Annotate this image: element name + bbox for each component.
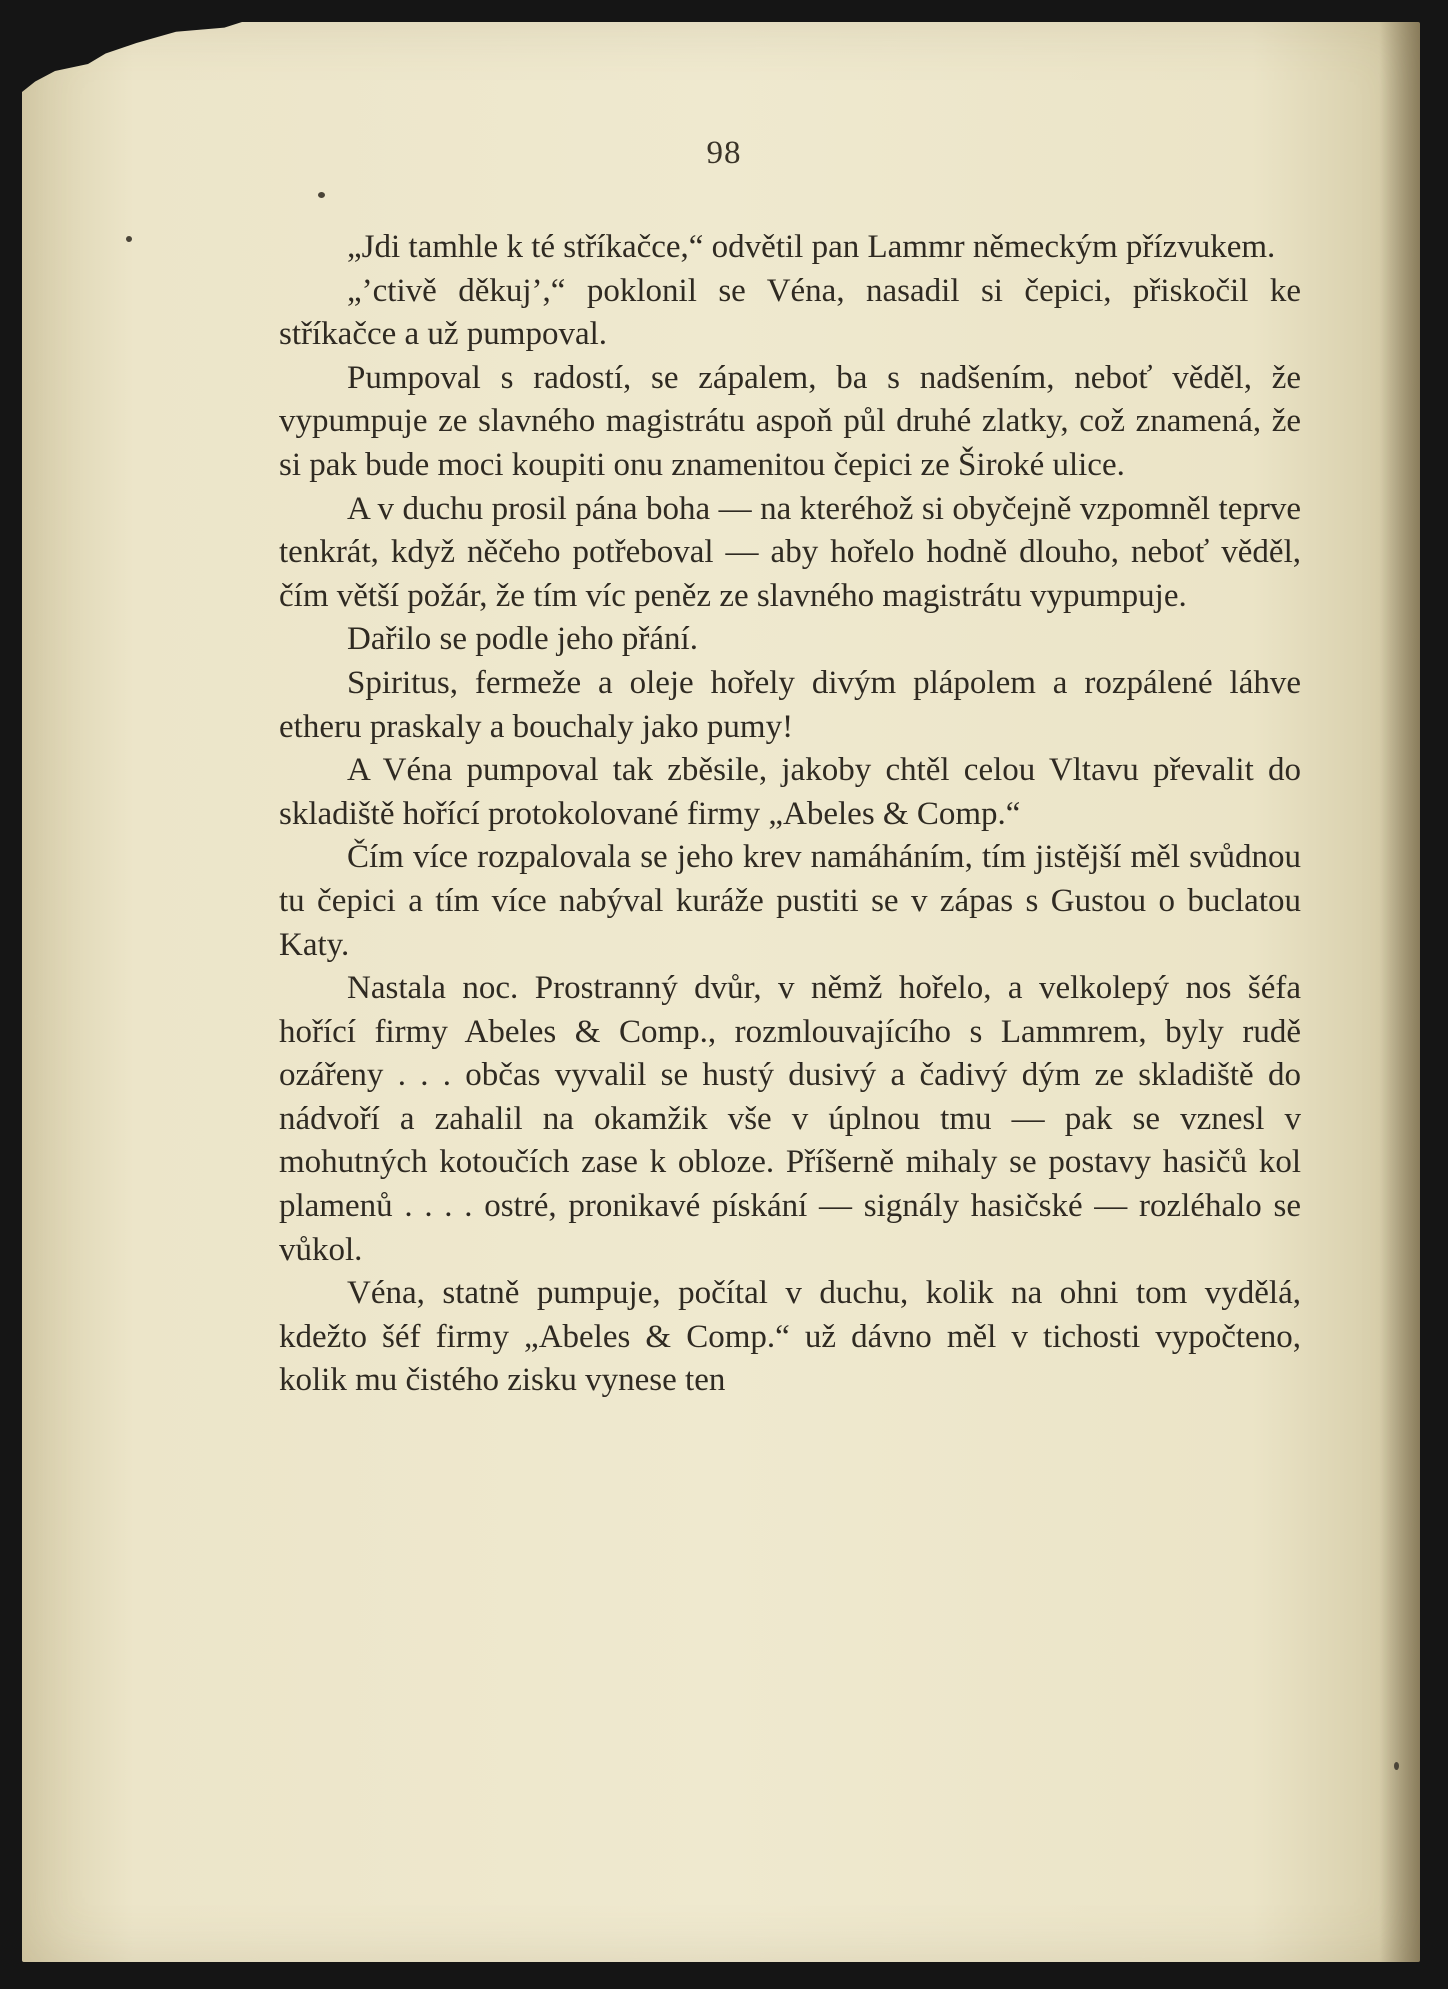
paragraph: „’ctivě děkuj’,“ poklonil se Véna, nasadil si čepici, přiskočil ke stříkačce a už pumpoval. [279,272,1301,353]
page-number: 98 [706,135,742,171]
paragraph: Čím více rozpalovala se jeho krev namáháním, tím jistější měl svůdnou tu čepici a tím více nabýval kuráže pustiti se v zápas s Gustou o buclatou Katy. [279,839,1301,963]
paragraph: Dařilo se podle jeho přání. [347,621,698,658]
paragraph: „Jdi tamhle k té stříkačce,“ odvětil pan Lammr německým přízvukem. [347,229,1276,265]
ink-speck [126,236,132,242]
paragraph: Véna, statně pumpuje, počítal v duchu, kolik na ohni tom vydělá, kdežto šéf firmy „Abeles & Comp.“ už dávno měl v tichosti vypočteno, kolik mu čistého zisku vynese ten [279,1275,1301,1399]
paragraph: A Véna pumpoval tak zběsile, jakoby chtěl celou Vltavu převalit do skladiště hořící protokolované firmy „Abeles & Comp.“ [279,752,1301,832]
paragraph: Spiritus, fermeže a oleje hořely divým plápolem a rozpálené láhve etheru praskaly a bouchaly jako pumy! [279,664,1301,745]
paragraph: A v duchu prosil pána boha — na kteréhož si obyčejně vzpomněl teprve tenkrát, když něčeho potřeboval — aby hořelo hodně dlouho, neboť věděl, čím větší požár, že tím víc peněz ze slavného magistrátu vypumpuje. [279,490,1301,614]
ink-speck [318,192,325,198]
ink-speck [1394,1762,1399,1770]
paragraph: Nastala noc. Prostranný dvůr, v němž hořelo, a velkolepý nos šéfa hořící firmy Abeles & Comp., rozmlouvajícího s Lammrem, byly rudě ozářeny . . . občas vyvalil se hustý dusivý a čadivý dým ze skladiště do nádvoří a zahalil na okamžik vše v úplnou tmu — pak se vznesl v mohutných kotoučích zase k obloze. Příšerně mihaly se postavy hasičů kol plamenů . . . . ostré, pronikavé pískání — signály hasičské — rozléhalo se vůkol. [279,970,1301,1268]
spine-shadow [1380,22,1420,1962]
torn-corner [22,22,242,92]
paragraph: Pumpoval s radostí, se zápalem, ba s nadšením, neboť věděl, že vypumpuje ze slavného magistrátu aspoň půl druhé zlatky, což znamená, že si pak bude moci koupiti onu znamenitou čepici ze Široké ulice. [279,359,1301,483]
body-text [279,226,1301,1403]
